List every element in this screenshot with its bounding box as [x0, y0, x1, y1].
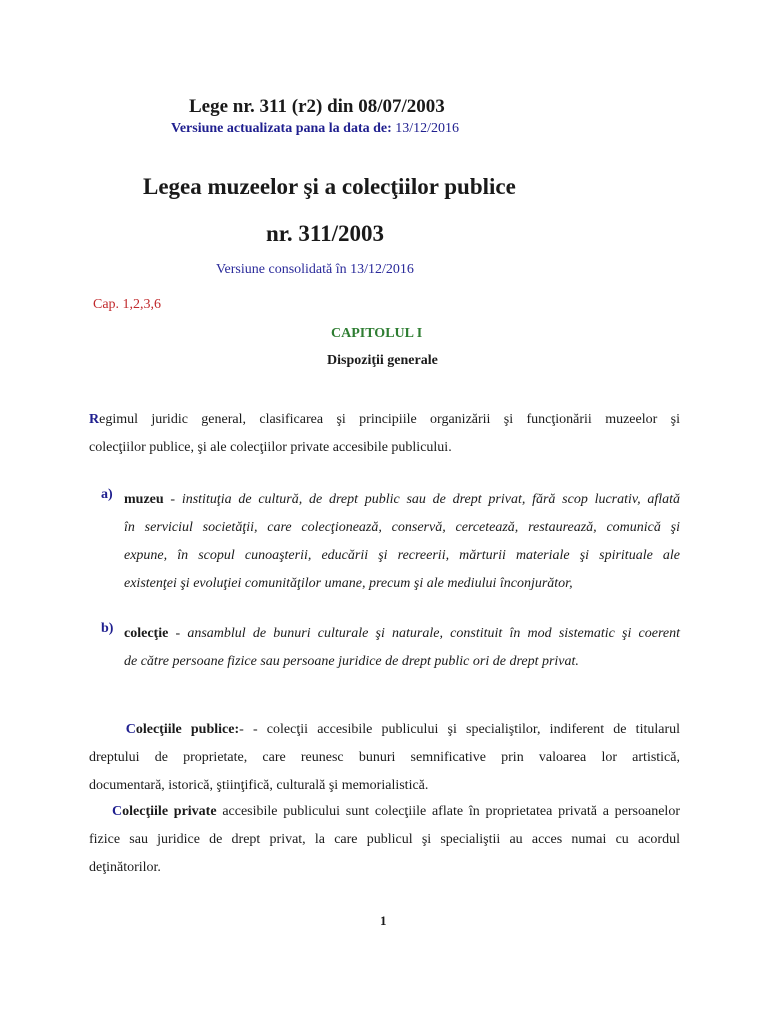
public-collections-paragraph — [89, 716, 680, 800]
intro-line: colecţiilor publice, şi ale colecţiilor private accesibile publicului. — [89, 440, 452, 455]
paragraph-line: deţinătorilor. — [89, 860, 161, 875]
paragraph-line — [89, 798, 680, 826]
chapters-reference: Cap. 1,2,3,6 — [93, 297, 162, 312]
paragraph-line: dreptului de proprietate, care reunesc bunuri semnificative prin valoarea lor artistică, — [89, 750, 680, 765]
law-title: Lege nr. 311 (r2) din 08/07/2003 — [189, 96, 445, 117]
intro-line — [89, 406, 680, 434]
definition-text: - instituţia de cultură, de drept public sau de drept privat, fără scop lucrativ, aflată — [163, 492, 680, 507]
definition-line: expune, în scopul cunoaşterii, educării şi recreerii, mărturii materiale şi spirituale ale — [124, 548, 680, 563]
private-collections-paragraph — [89, 798, 680, 882]
definition-text: - ansamblul de bunuri culturale şi naturale, constituit în mod sistematic şi coerent — [168, 626, 680, 641]
version-date: 13/12/2016 — [395, 121, 460, 136]
lead-initial: C — [125, 722, 136, 737]
intro-text: egimul juridic general, clasificarea şi principiile organizării şi funcţionării muzeelor şi — [99, 412, 680, 427]
definition-line: existenţei şi evoluţiei comunităţilor umane, precum şi ale mediului înconjurător, — [124, 576, 573, 591]
chapter-subheading: Dispoziţii generale — [327, 353, 438, 368]
definition-line — [124, 486, 680, 514]
paragraph-line: documentară, istorică, ştiinţifică, culturală şi memorialistică. — [89, 778, 429, 793]
law-number: nr. 311/2003 — [266, 221, 385, 246]
intro-paragraph — [89, 406, 680, 462]
paragraph-line: fizice sau juridice de drept privat, la care publicul şi specialiştii au acces numai cu acordul — [89, 832, 680, 847]
definition-line: de către persoane fizice sau persoane juridice de drept public ori de drept privat. — [124, 654, 579, 669]
document-title: Legea muzeelor şi a colecţiilor publice — [143, 174, 516, 199]
term-collection: colecţie — [124, 626, 169, 641]
definition-line — [124, 620, 680, 648]
definition-line: în serviciul societăţii, care colecţionează, conservă, cercetează, restaurează, comunică şi — [124, 520, 680, 535]
list-marker-b: b) — [101, 621, 114, 636]
definition-museum — [124, 486, 680, 598]
page-number: 1 — [380, 913, 387, 928]
lead-initial: C — [112, 804, 123, 819]
definition-collection — [124, 620, 680, 676]
paragraph-line — [89, 716, 680, 744]
paragraph-text: accesibile publicului sunt colecţiile aflate în proprietatea privată a persoanelor — [216, 804, 680, 819]
lead-term: olecţiile publice: — [135, 722, 240, 737]
version-line — [171, 121, 459, 137]
list-marker-a: a) — [101, 487, 113, 502]
drop-initial: R — [89, 412, 100, 427]
chapter-heading: CAPITOLUL I — [331, 326, 423, 341]
consolidated-version-note: Versiune consolidată în 13/12/2016 — [216, 262, 414, 277]
paragraph-text: - - colecţii accesibile publicului şi specialiştilor, indiferent de titularul — [239, 722, 680, 737]
term-museum: muzeu — [124, 492, 164, 507]
lead-term: olecţiile private — [122, 804, 217, 819]
version-label: Versiune actualizata pana la data de: — [171, 121, 392, 136]
